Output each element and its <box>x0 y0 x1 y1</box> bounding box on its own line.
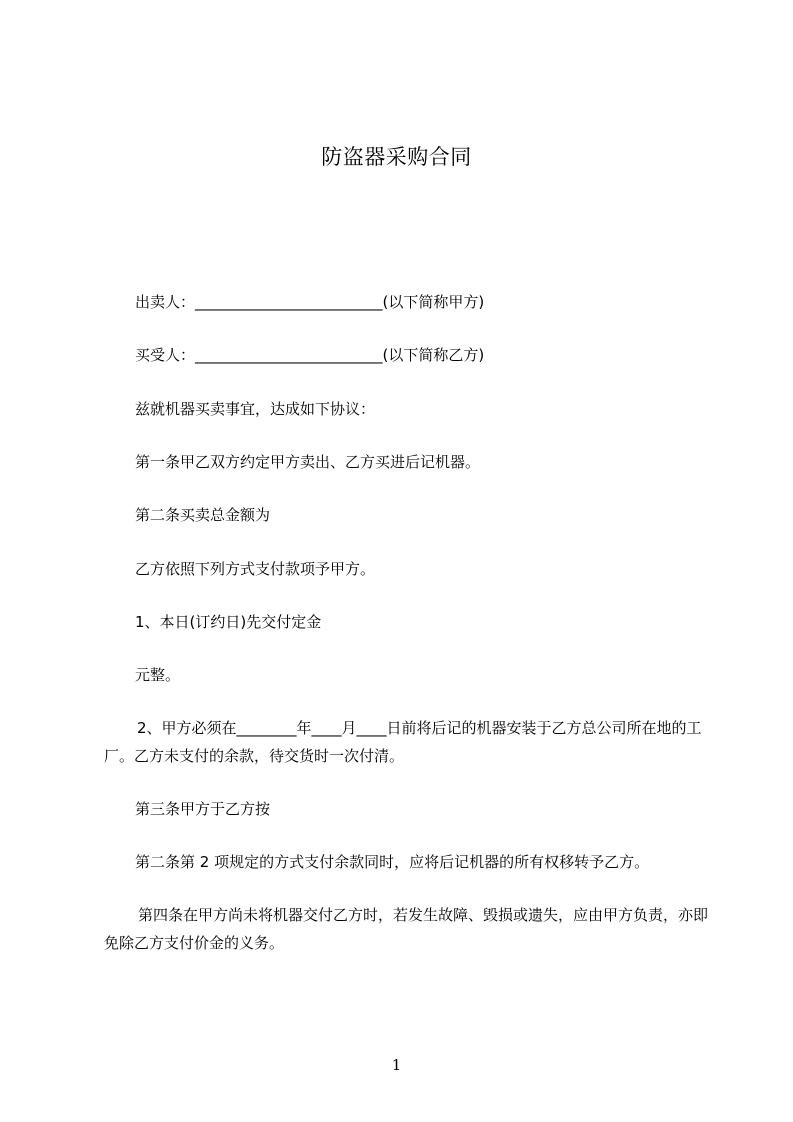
agreement-intro: 兹就机器买卖事宜，达成如下协议： <box>135 400 376 418</box>
seller-line: 出卖人：_________________________(以下简称甲方) <box>135 293 485 311</box>
payment-intro: 乙方依照下列方式支付款项予甲方。 <box>135 560 376 578</box>
article-3: 第三条甲方于乙方按 <box>135 800 271 818</box>
buyer-line: 买受人：_________________________(以下简称乙方) <box>135 346 485 364</box>
page-number: 1 <box>391 1056 402 1074</box>
payment-item-1-amount: 元整。 <box>135 666 181 684</box>
page-title: 防盗器采购合同 <box>321 145 472 169</box>
article-1: 第一条甲乙双方约定甲方卖出、乙方买进后记机器。 <box>135 453 481 471</box>
article-4: 第四条在甲方尚未将机器交付乙方时，若发生故障、毁损或遗失，应由甲方负责，亦即免除乙方支付价金的义务。 <box>104 906 709 952</box>
payment-item-1: 1、本日(订约日)先交付定金 <box>135 613 322 631</box>
payment-item-2: 2、甲方必须在________年____月____日前将后记的机器安装于乙方总公司所在地的工厂。乙方未支付的余款，待交货时一次付清。 <box>104 719 702 765</box>
article-2: 第二条买卖总金额为 <box>135 506 271 524</box>
article-3-continuation: 第二条第 2 项规定的方式支付余款同时，应将后记机器的所有权移转予乙方。 <box>135 853 650 871</box>
